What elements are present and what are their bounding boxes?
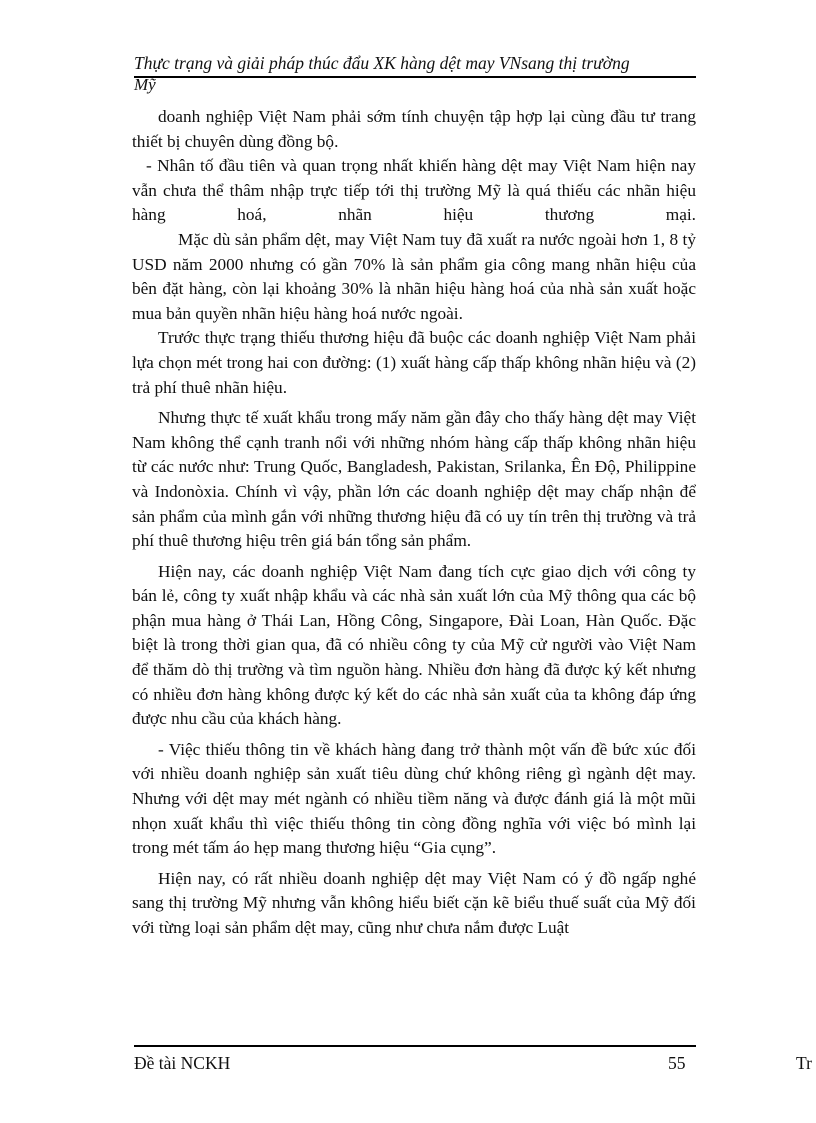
page-number: 55 xyxy=(668,1053,686,1073)
running-header-continuation: Mỹ xyxy=(134,75,156,94)
paragraph: doanh nghiệp Việt Nam phải sớm tính chuyện tập hợp lại cùng đầu tư trang thiết bị chuyên dùng đồng bộ. xyxy=(132,107,696,151)
paragraph: - Nhân tố đầu tiên và quan trọng nhất khiến hàng dệt may Việt Nam hiện nay vẫn chưa thể thâm nhập trực tiếp tới thị trường Mỹ là quá thiếu các nhãn hiệu hàng hoá, nhãn hiệu thương mại. xyxy=(132,156,696,225)
paragraph: - Việc thiếu thông tin về khách hàng đang trở thành một vấn đề bức xúc đối với nhiều doanh nghiệp sản xuất tiêu dùng chứ không riêng gì ngành dệt may. Nhưng với dệt may mét ngành có nhiều tiềm năng và được đánh giá là một mũi nhọn xuất khẩu thì việc thiếu thông tin còng đồng nghĩa với việc bó mình lại trong mét tấm áo hẹp mang thương hiệu “Gia cụng”. xyxy=(132,739,696,858)
paragraph: Hiện nay, có rất nhiều doanh nghiệp dệt may Việt Nam có ý đồ ngấp nghé sang thị trường Mỹ nhưng vẫn không hiểu biết cặn kẽ biểu thuế suất của Mỹ đối với từng loại sản phẩm dệt may, cũng như chưa nắm được Luật xyxy=(132,868,696,937)
paragraph: Hiện nay, các doanh nghiệp Việt Nam đang tích cực giao dịch với công ty bán lẻ, công ty xuất nhập khẩu và các nhà sản xuất lớn của Mỹ thông qua các bộ phận mua hàng ở Thái Lan, Hồng Công, Singapore, Đài Loan, Hàn Quốc. Đặc biệt là trong thời gian qua, đã có nhiều công ty của Mỹ cử người vào Việt Nam để thăm dò thị trường và tìm nguồn hàng. Nhiều đơn hàng đã được ký kết nhưng có nhiều đơn hàng không được ký kết do các nhà sản xuất của ta không đáp ứng được nhu cầu của khách hàng. xyxy=(132,561,696,729)
paragraph: Mặc dù sản phẩm dệt, may Việt Nam tuy đã xuất ra nước ngoài hơn 1, 8 tỷ USD năm 2000 nhưng có gần 70% là sản phẩm gia công mang nhãn hiệu của bên đặt hàng, còn lại khoảng 30% là nhãn hiệu hàng hoá của nhà sản xuất hoặc mua bản quyền nhãn hiệu hàng hoá nước ngoài. xyxy=(132,229,696,323)
running-header: Thực trạng và giải pháp thúc đẩu XK hàng dệt may VNsang thị trường xyxy=(134,53,630,73)
footer-edge-text: Tr xyxy=(796,1053,812,1073)
paragraph: Trước thực trạng thiếu thương hiệu đã buộc các doanh nghiệp Việt Nam phải lựa chọn mét trong hai con đường: (1) xuất hàng cấp thấp không nhãn hiệu và (2) trả phí thuê nhãn hiệu. xyxy=(132,328,696,397)
paragraph: Nhưng thực tế xuất khẩu trong mấy năm gần đây cho thấy hàng dệt may Việt Nam không thể cạnh tranh nổi với những nhóm hàng cấp thấp không nhãn hiệu từ các nước như: Trung Quốc, Bangladesh, Pakistan, Srilanka, Ên Độ, Philippine và Indonòxia. Chính vì vậy, phần lớn các doanh nghiệp dệt may chấp nhận để sản phẩm của mình gắn với những thương hiệu đã có uy tín trên thị trường và trả phí thuê thương hiệu trên giá bán tổng sản phẩm. xyxy=(132,408,696,551)
footer-label: Đề tài NCKH xyxy=(134,1053,231,1073)
header-divider xyxy=(134,76,696,78)
body-text xyxy=(132,105,696,941)
footer-divider xyxy=(134,1045,696,1047)
